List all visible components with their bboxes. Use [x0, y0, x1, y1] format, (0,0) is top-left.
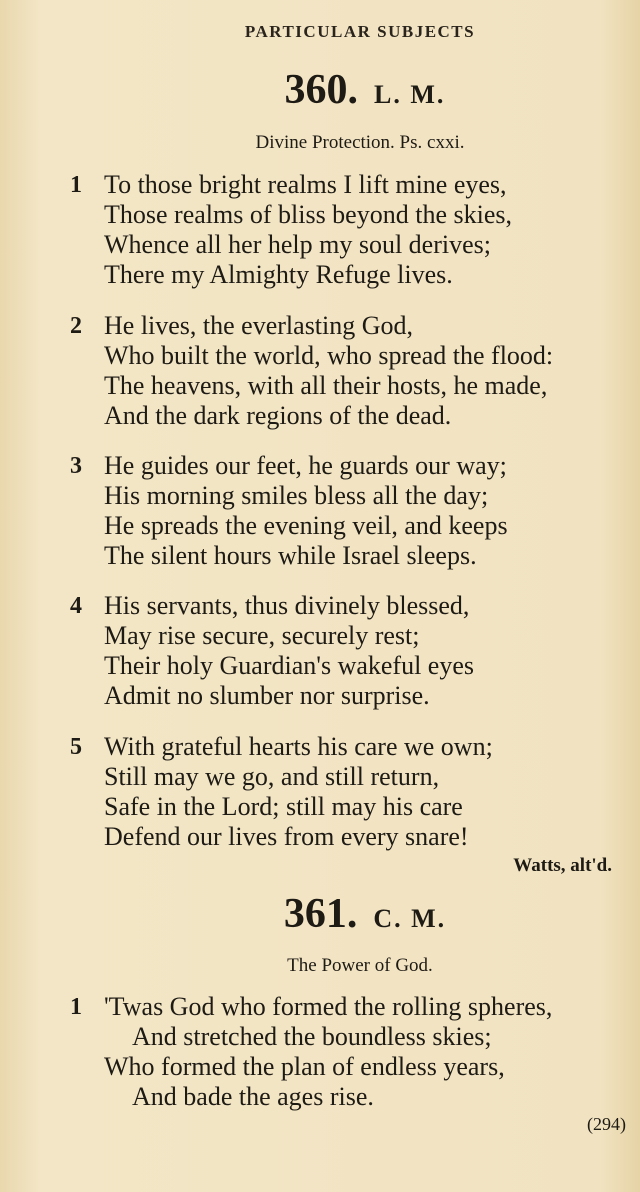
stanza-line: The heavens, with all their hosts, he made,: [104, 371, 548, 400]
hymn-360-heading: [0, 66, 640, 114]
stanza-line: With grateful hearts his care we own;: [104, 732, 493, 761]
stanza-line: And stretched the boundless skies;: [132, 1022, 492, 1051]
stanza-line: Defend our lives from every snare!: [104, 822, 469, 851]
running-head: PARTICULAR SUBJECTS: [244, 22, 476, 41]
stanza-line: His morning smiles bless all the day;: [104, 481, 489, 510]
hymn-360-subtitle: Divine Protection. Ps. cxxi.: [255, 132, 465, 153]
hymn-360-number: 360.: [284, 67, 359, 113]
stanza-number: 3: [70, 453, 82, 479]
stanza-line: His servants, thus divinely blessed,: [104, 591, 470, 620]
stanza-line: There my Almighty Refuge lives.: [104, 260, 453, 289]
hymn-361-number: 361.: [283, 891, 358, 937]
hymn-361-heading: [0, 890, 640, 938]
stanza-line: And bade the ages rise.: [132, 1082, 374, 1111]
stanza-number: 2: [70, 313, 82, 339]
stanza-number: 1: [70, 172, 82, 198]
stanza-line: To those bright realms I lift mine eyes,: [104, 170, 507, 199]
page-number: (294): [587, 1114, 626, 1134]
stanza-line: Their holy Guardian's wakeful eyes: [104, 651, 475, 680]
stanza-line: He guides our feet, he guards our way;: [104, 451, 507, 480]
hymn-360-attribution: Watts, alt'd.: [513, 855, 612, 876]
stanza-number: 4: [70, 593, 82, 619]
stanza-line: He lives, the everlasting God,: [104, 311, 414, 340]
stanza-line: Whence all her help my soul derives;: [104, 230, 491, 259]
stanza-number: 5: [70, 734, 82, 760]
hymn-360-meter: L. M.: [374, 80, 446, 109]
stanza-line: Still may we go, and still return,: [104, 762, 440, 791]
stanza-line: Admit no slumber nor surprise.: [104, 681, 430, 710]
stanza-line: Safe in the Lord; still may his care: [104, 792, 463, 821]
stanza-number: 1: [70, 994, 82, 1020]
stanza-line: Who formed the plan of endless years,: [104, 1052, 505, 1081]
stanza-line: He spreads the evening veil, and keeps: [104, 511, 508, 540]
stanza-line: And the dark regions of the dead.: [104, 401, 452, 430]
stanza-line: May rise secure, securely rest;: [104, 621, 420, 650]
stanza-line: 'Twas God who formed the rolling spheres,: [104, 992, 553, 1021]
hymn-361-meter: C. M.: [373, 904, 447, 933]
stanza-line: Who built the world, who spread the flood:: [104, 341, 554, 370]
stanza-line: The silent hours while Israel sleeps.: [104, 541, 477, 570]
stanza-line: Those realms of bliss beyond the skies,: [104, 200, 512, 229]
hymn-361-subtitle: The Power of God.: [287, 955, 433, 976]
